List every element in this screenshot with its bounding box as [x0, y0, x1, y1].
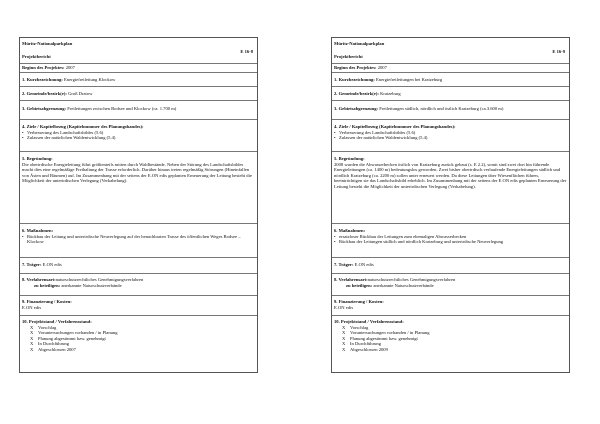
section-7: 7. Träger: E.ON edis [332, 258, 569, 274]
status-item: X Voruntersuchungen vorhanden / in Planung [342, 330, 430, 336]
section-5: 5. Begründung: 2008 wurden die Abwasserbecken östlich von Kratzeburg zurück gebaut (s. E 2.2), somit sind zwei dort hin führende Energieleitungen (ca. 1400 m) bedeutungslos geworden. Zwei bisher oberirdisch verlaufende Energieleitungen südlich und nördlich Kratzeburg (ca. 2200 m) sollen unter erneuert werden. Da diese Leitungen über Wiesenflächen führen, beeinträchtigen sie das Landschaftsbild erheblich. Im Zusammenhang mit der seitens der E.ON edis geplanten Erneuerung der Leitung besteht die Möglichkeit der unterirdischen Verlegung (Verkabelung). [332, 152, 569, 224]
section-3: 3. Gebietsabgrenzung: Freileitungen zwischen Bodsee und Klockow (ca. 1.700 m) [20, 101, 257, 120]
status-item: X In Durchführung [342, 341, 381, 347]
project-sheet-left [19, 37, 258, 373]
justification-text: 2008 wurden die Abwasserbecken östlich von Kratzeburg zurück gebaut (s. E 2.2), somit sind zwei dort hin führende Energieleitungen (ca. 1400 m) bedeutungslos geworden. Zwei bisher oberirdisch verlaufende Energieleitungen südlich und nördlich Kratzeburg (ca. 2200 m) sollen unter erneuert werden. Da diese Leitungen über Wiesenflächen führen, beeinträchtigen sie das Landschaftsbild erheblich. Im Zusammenhang mit der seitens der E.ON edis geplanten Erneuerung der Leitung besteht die Möglichkeit der unterirdischen Verlegung (Verkabelung). [334, 161, 567, 189]
status-item: X In Durchführung [30, 341, 69, 347]
status-item: X Planung abgestimmt bzw. genehmigt [342, 335, 418, 341]
section-9: 9. Finanzierung / Kosten: E.ON edis [20, 296, 257, 316]
section-9: 9. Finanzierung / Kosten: E.ON edis [332, 296, 569, 316]
project-start: Beginn des Projektes: 2007 [20, 64, 257, 73]
list-item: • Rückbau der Leitung und unterirdische Neuverlegung auf der benachbarten Trasse des öffentlichen Weges Bodsee – Klockow [22, 233, 241, 245]
status-item: X Vorschlag [30, 324, 57, 330]
section-6: 6. Maßnahmen: • Rückbau der Leitung und unterirdische Neuverlegung auf der benachbarten Trasse des öffentlichen Weges Bodsee – Klockow [20, 224, 257, 258]
report-title: Projektbericht [22, 54, 51, 59]
list-item: • Zulassen der natürlichen Waldentwicklung (5.4) [22, 135, 116, 141]
list-item: • Verbesserung des Landschaftsbildes (5.6) [22, 129, 104, 135]
sheet-header [332, 38, 569, 64]
section-1: 1. Kurzbezeichnung: Energiefreileitung Klockow [20, 73, 257, 87]
section-3: 3. Gebietsabgrenzung: Freileitungen südlich, nördlich und östlich Kratzeburg (ca.3.600 m) [332, 101, 569, 120]
status-item: X Abgeschlossen 2009 [342, 346, 388, 352]
status-item: X Voruntersuchungen vorhanden / in Planung [30, 330, 118, 336]
report-title: Projektbericht [334, 54, 363, 59]
section-4: 4. Ziele / Kapitelbezug (Kapitelnummer des Planungsbandes): • Verbesserung des Landschaftsbildes (5.6) • Zulassen der natürlichen Waldentwicklung (5.4) [332, 120, 569, 152]
justification-text: Die oberirdische Energieleitung führt größtenteils mitten durch Waldbestände. Neben der Störung des Landschaftsbildes macht dies eine regelmäßige Freihaltung der Trasse erforderlich. Darüber hinaus treten regelmäßig Störungen (Hineinfallen von Ästen und Bäumen) auf. Im Zusammenhang mit der seitens der E.ON edis geplanten Erneuerung der Leitung besteht die Möglichkeit der unterirdischen Verlegung (Verkabelung). [22, 161, 252, 184]
project-start: Beginn des Projektes: 2007 [332, 64, 569, 73]
list-item: • ersatzloser Rückbau der Leitungen zum ehemaligen Abwasserbecken [334, 233, 467, 239]
section-5: 5. Begründung: Die oberirdische Energieleitung führt größtenteils mitten durch Waldbestände. Neben der Störung des Landschaftsbildes macht dies eine regelmäßige Freihaltung der Trasse erforderlich. Darüber hinaus treten regelmäßig Störungen (Hineinfallen von Ästen und Bäumen) auf. Im Zusammenhang mit der seitens der E.ON edis geplanten Erneuerung der Leitung besteht die Möglichkeit der unterirdischen Verlegung (Verkabelung). [20, 152, 257, 224]
section-10: 10. Projektstand / Verfahrensstand: X Vorschlag X Voruntersuchungen vorhanden / in Planung X Planung abgestimmt bzw. genehmigt X In Durchführung X Abgeschlossen 2009 [332, 316, 569, 372]
org-title: Müritz-Nationalparkplan [22, 41, 73, 46]
section-2: 2. Gemeinde/bezirk(e): Kratzeburg [332, 87, 569, 101]
sheet-header [20, 38, 257, 64]
section-10: 10. Projektstand / Verfahrensstand: X Vorschlag X Voruntersuchungen vorhanden / in Planung X Planung abgestimmt bzw. genehmigt X In Durchführung X Abgeschlossen 2007 [20, 316, 257, 372]
section-2: 2. Gemeinde/bezirk(e): Groß Dratow [20, 87, 257, 101]
section-6: 6. Maßnahmen: • ersatzloser Rückbau der Leitungen zum ehemaligen Abwasserbecken • Rückbau der Leitungen südlich und nördlich Kratzeburg und unterirdische Neuverlegung [332, 224, 569, 258]
status-item: X Abgeschlossen 2007 [30, 346, 76, 352]
section-8: 8. Verfahrensart:naturschutzrechtliches Genehmigungsverfahren zu beteiligen: anerkannte Naturschutzverbände [332, 274, 569, 296]
section-8: 8. Verfahrensart:naturschutzrechtliches Genehmigungsverfahren zu beteiligen: anerkannte Naturschutzverbände [20, 274, 257, 296]
project-sheet-right [331, 37, 570, 373]
list-item: • Verbesserung des Landschaftsbildes (5.6) [334, 129, 416, 135]
project-code: E 16-9 [552, 49, 565, 54]
section-1: 1. Kurzbezeichnung: Energiefreileitungen bei Kratzeburg [332, 73, 569, 87]
list-item: • Zulassen der natürlichen Waldentwicklung (5.4) [334, 135, 428, 141]
org-title: Müritz-Nationalparkplan [334, 41, 385, 46]
section-4: 4. Ziele / Kapitelbezug (Kapitelnummer des Planungsbandes): • Verbesserung des Landschaftsbildes (5.6) • Zulassen der natürlichen Waldentwicklung (5.4) [20, 120, 257, 152]
section-7: 7. Träger: E.ON edis [20, 258, 257, 274]
list-item: • Rückbau der Leitungen südlich und nördlich Kratzeburg und unterirdische Neuverlegung [334, 239, 504, 245]
status-item: X Planung abgestimmt bzw. genehmigt [30, 335, 106, 341]
project-code: E 16-8 [240, 49, 253, 54]
status-item: X Vorschlag [342, 324, 369, 330]
